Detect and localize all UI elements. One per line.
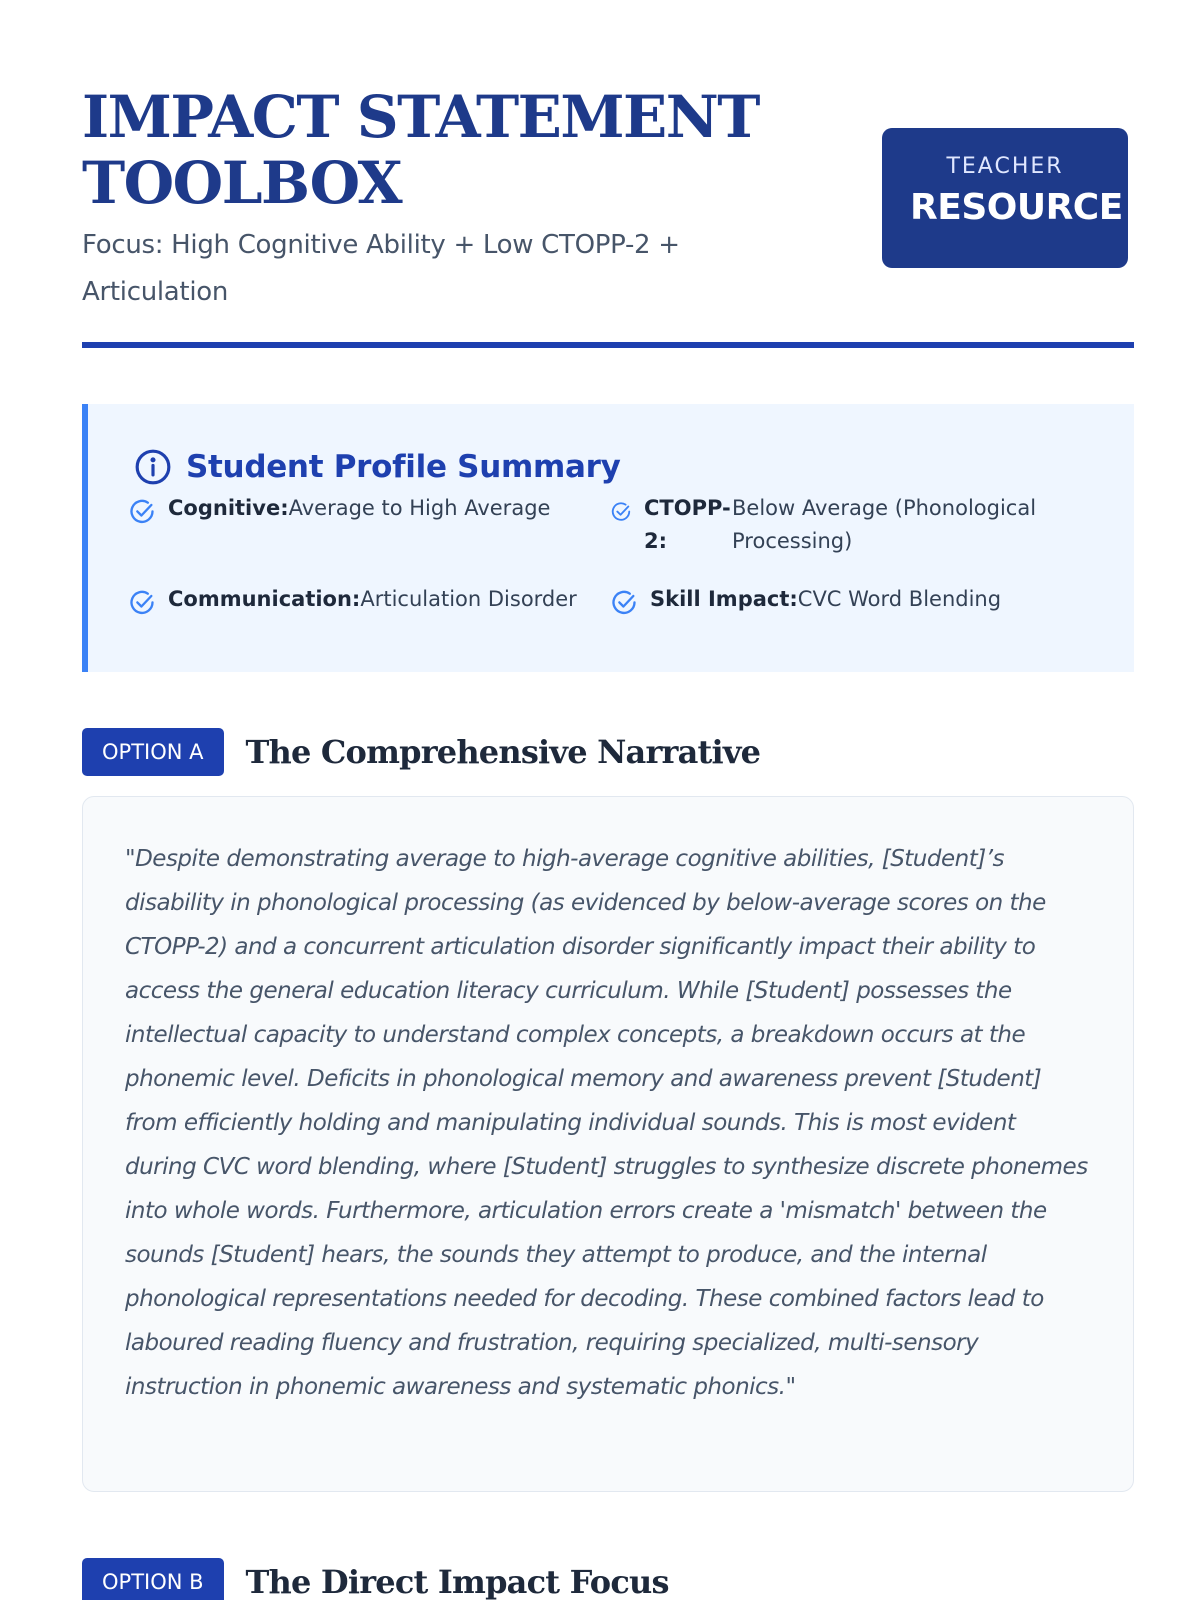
option-a-statement-text: "Despite demonstrating average to high-average cognitive abilities, [Student]’s disability in phonological processing (as evidenced by below-average scores on the CTOPP-2) and a concurrent articulation disorder significantly impact their ability to access the general education literacy curriculum. While [Student] possesses the intellectual capacity to understand complex concepts, a breakdown occurs at the phonemic level. Deficits in phonological memory and awareness prevent [Student] from efficiently holding and manipulating individual sounds. This is most evident during CVC word blending, where [Student] struggles to synthesize discrete phonemes into whole words. Furthermore, articulation errors create a 'mismatch' between the sounds [Student] hears, the sounds they attempt to produce, and the internal phonological representations needed for decoding. These combined factors lead to laboured reading fluency and frustration, requiring specialized, multi-sensory instruction in phonemic awareness and systematic phonics.": [125, 846, 1088, 1400]
check-circle-icon: [610, 501, 632, 523]
profile-item-label: Communication:: [168, 587, 361, 611]
profile-item-value: CVC Word Blending: [797, 587, 1002, 611]
student-profile-summary: [82, 404, 1134, 672]
info-circle-icon: [134, 448, 172, 486]
option-a-title: The Comprehensive Narrative: [245, 733, 761, 771]
option-a-statement-box: [82, 796, 1134, 1492]
profile-item-value: Average to High Average: [288, 496, 551, 520]
profile-item-cognitive: [128, 492, 550, 526]
profile-item-label: CTOPP-2:: [644, 496, 731, 553]
profile-item-skill-impact: [610, 583, 1001, 617]
page-title: IMPACT STATEMENT TOOLBOX: [82, 83, 759, 217]
option-a-badge: OPTION A: [82, 728, 224, 776]
badge-label-big: RESOURCE: [910, 187, 1123, 228]
page-subtitle: Focus: High Cognitive Ability + Low CTOPP-2 + Articulation: [82, 230, 680, 307]
check-circle-icon: [128, 589, 156, 617]
badge-label-small: TEACHER: [946, 154, 1064, 179]
option-b-title: The Direct Impact Focus: [245, 1563, 669, 1600]
profile-item-label: Skill Impact:: [650, 587, 798, 611]
profile-item-label: Cognitive:: [168, 496, 289, 520]
option-b-header: [82, 1558, 669, 1600]
header-divider: [82, 342, 1134, 348]
option-b-badge: OPTION B: [82, 1558, 224, 1600]
profile-item-communication: [128, 583, 577, 617]
page-header: [82, 84, 1134, 316]
teacher-resource-badge: [882, 128, 1128, 268]
check-circle-icon: [128, 498, 156, 526]
profile-item-ctopp: [610, 492, 1052, 558]
profile-item-value: Articulation Disorder: [360, 587, 577, 611]
option-a-header: [82, 728, 760, 776]
profile-title: Student Profile Summary: [186, 449, 621, 485]
profile-item-value: Below Average (Phonological Processing): [732, 496, 1037, 553]
check-circle-icon: [610, 589, 638, 617]
